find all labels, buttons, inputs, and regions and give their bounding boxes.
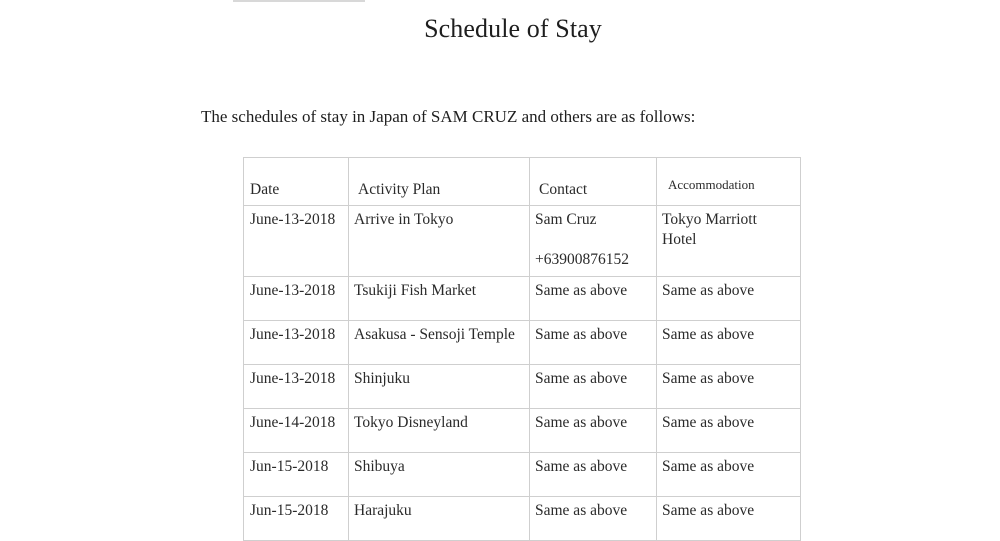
top-divider-line	[233, 0, 365, 2]
cell-date: June-13-2018	[244, 321, 349, 365]
cell-contact: Same as above	[530, 365, 657, 409]
cell-activity: Tsukiji Fish Market	[349, 277, 530, 321]
cell-contact: Same as above	[530, 497, 657, 541]
cell-accommodation: Same as above	[657, 365, 801, 409]
table-row	[244, 453, 801, 497]
cell-accommodation: Same as above	[657, 497, 801, 541]
cell-contact: Same as above	[530, 409, 657, 453]
table-row	[244, 497, 801, 541]
cell-accommodation: Tokyo Marriott Hotel	[657, 206, 801, 277]
header-contact: Contact	[530, 158, 657, 206]
header-accommodation: Accommodation	[657, 158, 801, 206]
table-row	[244, 321, 801, 365]
table-header-row	[244, 158, 801, 206]
cell-accommodation: Same as above	[657, 409, 801, 453]
schedule-table	[243, 157, 801, 541]
cell-accommodation: Same as above	[657, 453, 801, 497]
cell-date: June-13-2018	[244, 365, 349, 409]
header-date: Date	[244, 158, 349, 206]
cell-activity: Asakusa - Sensoji Temple	[349, 321, 530, 365]
cell-accommodation: Same as above	[657, 277, 801, 321]
table-row	[244, 206, 801, 277]
contact-phone: +63900876152	[535, 251, 629, 268]
contact-name: Sam Cruz	[535, 211, 597, 228]
cell-activity: Arrive in Tokyo	[349, 206, 530, 277]
cell-contact: Same as above	[530, 453, 657, 497]
cell-contact: Same as above	[530, 277, 657, 321]
cell-activity: Shinjuku	[349, 365, 530, 409]
cell-date: Jun-15-2018	[244, 497, 349, 541]
cell-accommodation: Same as above	[657, 321, 801, 365]
intro-paragraph: The schedules of stay in Japan of SAM CRUZ and others are as follows:	[201, 107, 696, 126]
cell-activity: Harajuku	[349, 497, 530, 541]
cell-date: June-14-2018	[244, 409, 349, 453]
cell-contact: Same as above	[530, 321, 657, 365]
table-row	[244, 365, 801, 409]
table-row	[244, 277, 801, 321]
cell-date: June-13-2018	[244, 277, 349, 321]
cell-date: June-13-2018	[244, 206, 349, 277]
cell-contact	[530, 206, 657, 277]
page-title: Schedule of Stay	[424, 14, 602, 43]
header-activity-plan: Activity Plan	[349, 158, 530, 206]
cell-date: Jun-15-2018	[244, 453, 349, 497]
table-row	[244, 409, 801, 453]
cell-activity: Shibuya	[349, 453, 530, 497]
cell-activity: Tokyo Disneyland	[349, 409, 530, 453]
